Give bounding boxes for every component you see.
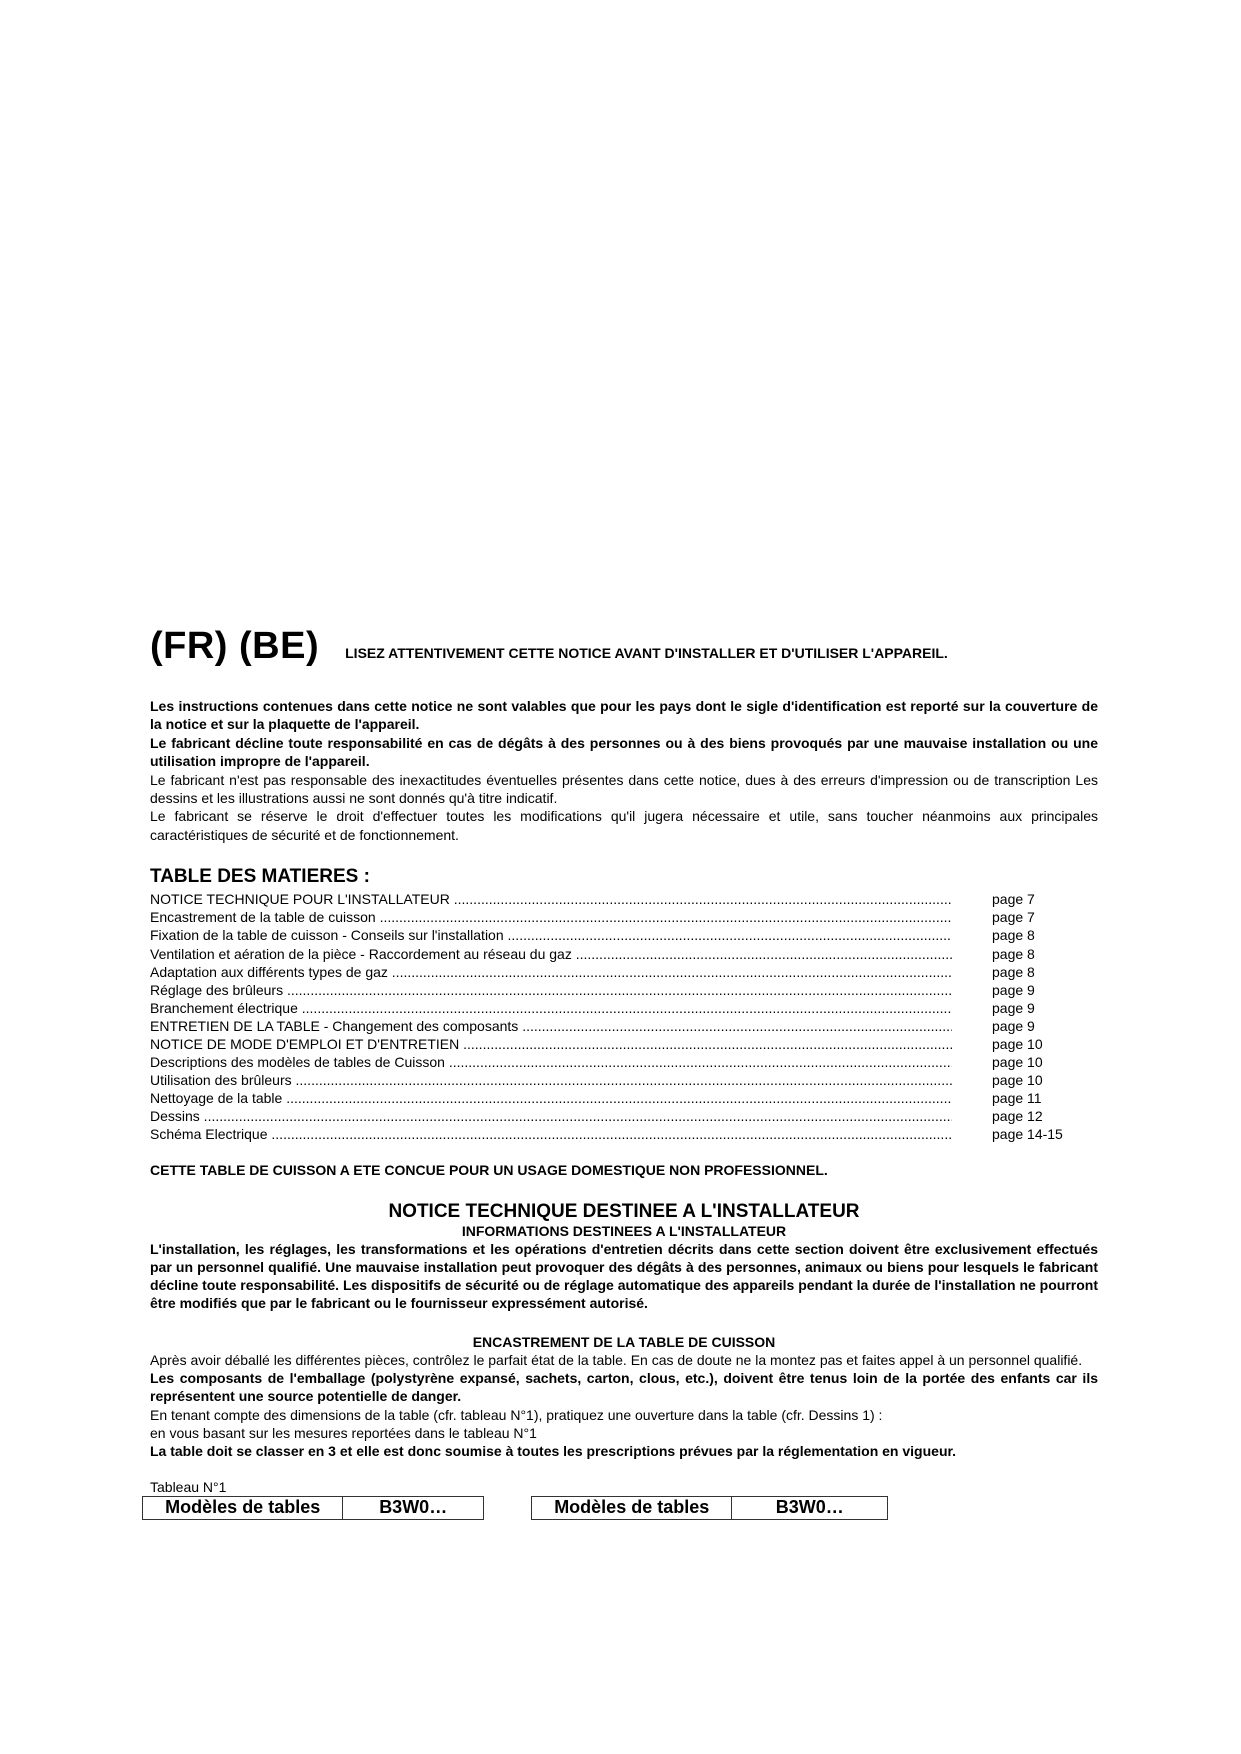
installer-notice-title: NOTICE TECHNIQUE DESTINEE A L'INSTALLATEUR [388, 1200, 860, 1222]
toc-page: page 8 [992, 945, 1035, 962]
encastrement-paragraph-2: Les composants de l'emballage (polystyrène expansé, sachets, carton, clous, etc.), doivent être tenus loin de la portée des enfants car ils représentent une source potentielle de danger. [150, 1370, 1098, 1405]
toc-row[interactable] [150, 999, 1098, 1017]
toc-row[interactable] [150, 1089, 1098, 1107]
encastrement-paragraph-3: En tenant compte des dimensions de la table (cfr. tableau N°1), pratiquez une ouverture dans la table (cfr. Dessins 1) : [150, 1406, 883, 1423]
toc-row[interactable] [150, 1053, 1098, 1071]
toc-row[interactable] [150, 1071, 1098, 1089]
toc-page: page 12 [992, 1108, 1043, 1125]
toc-page: page 10 [992, 1054, 1043, 1071]
toc-row[interactable] [150, 963, 1098, 981]
toc-row[interactable] [150, 1125, 1098, 1143]
models-table-model: B3W0… [379, 1497, 448, 1518]
toc-label: Utilisation des brûleurs ..... [150, 1071, 952, 1089]
toc-row[interactable] [150, 981, 1098, 999]
toc-row[interactable] [150, 926, 1098, 944]
toc-label: Réglage des brûleurs ..... [150, 981, 952, 999]
toc-label: Dessins ..... [150, 1107, 952, 1125]
intro-liability-paragraph: Le fabricant décline toute responsabilité en cas de dégâts à des personnes ou à des biens provoqués par une mauvaise installation ou une utilisation impropre de l'appareil. [150, 734, 1098, 770]
toc-page: page 9 [992, 999, 1035, 1016]
toc-page: page 9 [992, 1017, 1035, 1034]
document-page [150, 625, 1098, 1520]
toc-page: page 11 [992, 1090, 1042, 1107]
toc-label: NOTICE TECHNIQUE POUR L'INSTALLATEUR ..... [150, 890, 952, 908]
table-of-contents [150, 890, 1098, 1143]
intro-inaccuracy-paragraph: Le fabricant n'est pas responsable des inexactitudes éventuelles présentes dans cette notice, dues à des erreurs d'impression ou de transcription Les dessins et les illustrations aussi ne sont donnés qu'à titre indicatif. [150, 771, 1098, 807]
language-codes: (FR) (BE) [150, 625, 320, 667]
models-table-header: Modèles de tables [532, 1497, 732, 1519]
models-table-model: B3W0… [775, 1497, 844, 1518]
encastrement-title: ENCASTREMENT DE LA TABLE DE CUISSON [472, 1333, 776, 1350]
toc-row[interactable] [150, 908, 1098, 926]
domestic-use-notice: CETTE TABLE DE CUISSON A ETE CONCUE POUR UN USAGE DOMESTIQUE NON PROFESSIONNEL. [150, 1161, 828, 1178]
toc-row[interactable] [150, 1035, 1098, 1053]
intro-section [150, 697, 1098, 844]
toc-page: page 8 [992, 963, 1035, 980]
toc-page: page 10 [992, 1036, 1043, 1052]
toc-label: Ventilation et aération de la pièce - Raccordement au réseau du gaz ..... [150, 945, 952, 963]
toc-label: Branchement électrique ..... [150, 999, 952, 1017]
installer-notice-subtitle: INFORMATIONS DESTINEES A L'INSTALLATEUR [461, 1222, 787, 1239]
toc-row[interactable] [150, 890, 1098, 908]
toc-page: page 14-15 [992, 1126, 1063, 1143]
installer-notice-body: L'installation, les réglages, les transformations et les opérations d'entretien décrits dans cette section doivent être exclusivement effectués par un personnel qualifié. Une mauvaise installation peut provoquer des dégâts à des personnes, animaux ou biens pour lesquels le fabricant décline toute responsabilité. Les dispositifs de sécurité ou de réglage automatique des appareils pendant la durée de l'installation ne pourront être modifiés que par le fabricant ou le fournisseur expressément autorisé. [150, 1240, 1098, 1312]
models-table [531, 1496, 888, 1520]
toc-label: Schéma Electrique ..... [150, 1125, 952, 1143]
encastrement-paragraph-5: La table doit se classer en 3 et elle est donc soumise à toutes les prescriptions prévues par la réglementation en vigueur. [150, 1443, 957, 1460]
toc-label: Adaptation aux différents types de gaz ..... [150, 963, 952, 981]
toc-label: ENTRETIEN DE LA TABLE - Changement des composants ..... [150, 1017, 952, 1035]
read-carefully-warning: LISEZ ATTENTIVEMENT CETTE NOTICE AVANT D'INSTALLER ET D'UTILISER L'APPAREIL. [345, 645, 948, 661]
encastrement-paragraph-1: Après avoir déballé les différentes pièces, contrôlez le parfait état de la table. En cas de doute ne la montez pas et faites appel à un personnel qualifié. [150, 1351, 1083, 1368]
toc-page: page 7 [992, 891, 1035, 908]
intro-modifications-paragraph: Le fabricant se réserve le droit d'effectuer toutes les modifications qu'il jugera nécessaire et utile, sans toucher néanmoins aux principales caractéristiques de sécurité et de fonctionnement. [150, 808, 1098, 843]
tableau-label: Tableau N°1 [150, 1478, 227, 1495]
toc-label: Fixation de la table de cuisson - Conseils sur l'installation ..... [150, 926, 952, 944]
toc-label: NOTICE DE MODE D'EMPLOI ET D'ENTRETIEN ..... [150, 1035, 952, 1053]
toc-label: Nettoyage de la table ..... [150, 1089, 952, 1107]
models-tables [142, 1496, 1098, 1520]
toc-row[interactable] [150, 1107, 1098, 1125]
toc-row[interactable] [150, 945, 1098, 963]
toc-row[interactable] [150, 1017, 1098, 1035]
encastrement-paragraph-4: en vous basant sur les mesures reportées dans le tableau N°1 [150, 1424, 537, 1441]
toc-label: Descriptions des modèles de tables de Cuisson ..... [150, 1053, 952, 1071]
models-table-header: Modèles de tables [143, 1497, 343, 1519]
toc-label: Encastrement de la table de cuisson ..... [150, 908, 952, 926]
toc-page: page 9 [992, 981, 1035, 998]
toc-title: TABLE DES MATIERES : [150, 866, 370, 888]
models-table [142, 1496, 484, 1520]
toc-page: page 8 [992, 927, 1035, 944]
toc-page: page 10 [992, 1072, 1043, 1089]
intro-validity-paragraph: Les instructions contenues dans cette notice ne sont valables que pour les pays dont le sigle d'identification est reporté sur la couverture de la notice et sur la plaquette de l'appareil. [150, 698, 1098, 733]
document-header [150, 625, 1098, 675]
toc-page: page 7 [992, 909, 1035, 926]
